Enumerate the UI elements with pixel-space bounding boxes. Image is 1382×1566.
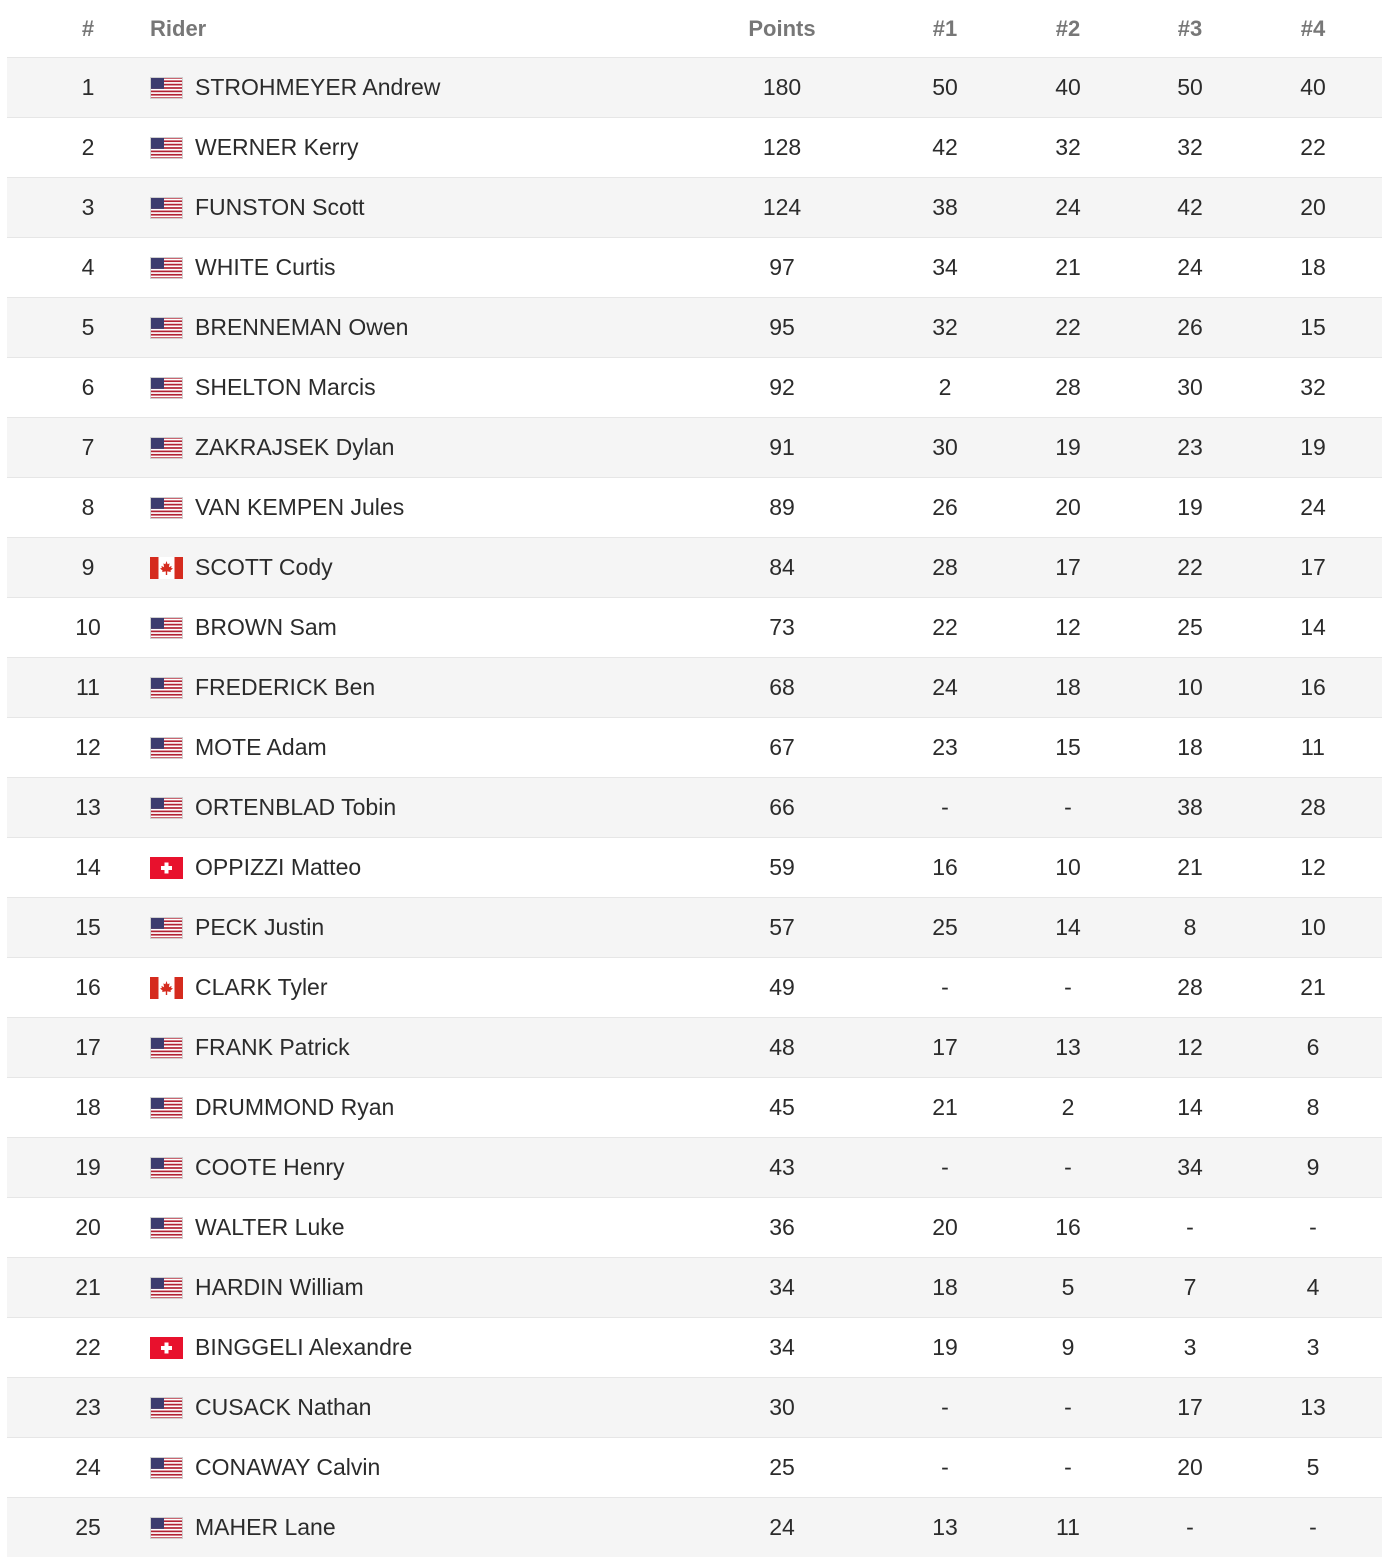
round-4-cell: 4 [1306, 1274, 1320, 1300]
round-2-cell: 15 [1055, 734, 1081, 760]
round-2-cell: 10 [1055, 854, 1081, 880]
round-2-cell: 40 [1055, 74, 1081, 100]
round-4-cell: 19 [1300, 434, 1326, 460]
table-row[interactable] [7, 177, 1382, 237]
rider-cell[interactable] [150, 358, 710, 417]
rider-name[interactable]: BROWN Sam [195, 614, 337, 640]
position-cell: 1 [81, 74, 95, 100]
points-cell: 48 [769, 1034, 795, 1060]
round-3-cell: 42 [1177, 194, 1203, 220]
points-cell: 57 [769, 914, 795, 940]
rider-cell[interactable] [150, 118, 710, 177]
table-row[interactable] [7, 477, 1382, 537]
round-3-cell: 10 [1177, 674, 1203, 700]
points-cell: 66 [769, 794, 795, 820]
rider-name[interactable]: VAN KEMPEN Jules [195, 494, 405, 520]
round-2-cell: 17 [1055, 554, 1081, 580]
usa-flag-icon [150, 617, 183, 639]
points-cell: 84 [769, 554, 795, 580]
position-cell: 16 [75, 974, 101, 1000]
position-cell: 4 [81, 254, 95, 280]
round-4-cell: 6 [1306, 1034, 1320, 1060]
usa-flag-icon [150, 1157, 183, 1179]
position-cell: 25 [75, 1514, 101, 1540]
round-1-cell: 21 [932, 1094, 958, 1120]
header-round-3[interactable]: #3 [1177, 15, 1203, 41]
round-4-cell: 3 [1306, 1334, 1320, 1360]
round-1-cell: 17 [932, 1034, 958, 1060]
table-row[interactable] [7, 1257, 1382, 1317]
round-4-cell: 16 [1300, 674, 1326, 700]
rider-cell[interactable] [150, 778, 710, 837]
round-3-cell: 3 [1183, 1334, 1197, 1360]
round-1-cell: 19 [932, 1334, 958, 1360]
rider-cell[interactable] [150, 1438, 710, 1497]
round-3-cell: 26 [1177, 314, 1203, 340]
table-row[interactable] [7, 777, 1382, 837]
table-header [7, 0, 1382, 57]
round-4-cell: 24 [1300, 494, 1326, 520]
round-2-cell: - [1064, 1454, 1072, 1480]
round-4-cell: 5 [1306, 1454, 1320, 1480]
usa-flag-icon [150, 1397, 183, 1419]
rider-cell[interactable] [150, 1378, 710, 1437]
round-1-cell: 13 [932, 1514, 958, 1540]
position-cell: 17 [75, 1034, 101, 1060]
round-4-cell: 40 [1300, 74, 1326, 100]
rider-name[interactable]: MAHER Lane [195, 1514, 336, 1540]
round-4-cell: 18 [1300, 254, 1326, 280]
round-2-cell: - [1064, 1394, 1072, 1420]
usa-flag-icon [150, 1097, 183, 1119]
table-row[interactable] [7, 597, 1382, 657]
rider-name[interactable]: WHITE Curtis [195, 254, 336, 280]
round-1-cell: - [941, 1394, 949, 1420]
round-3-cell: 22 [1177, 554, 1203, 580]
points-cell: 92 [769, 374, 795, 400]
round-2-cell: 5 [1061, 1274, 1075, 1300]
points-cell: 30 [769, 1394, 795, 1420]
rider-name[interactable]: SHELTON Marcis [195, 374, 376, 400]
position-cell: 8 [81, 494, 95, 520]
points-cell: 97 [769, 254, 795, 280]
round-2-cell: 2 [1061, 1094, 1075, 1120]
rider-name[interactable]: CONAWAY Calvin [195, 1454, 381, 1480]
round-1-cell: 34 [932, 254, 958, 280]
rider-cell[interactable] [150, 718, 710, 777]
rider-cell[interactable] [150, 598, 710, 657]
rider-cell[interactable] [150, 1258, 710, 1317]
rider-cell[interactable] [150, 418, 710, 477]
round-4-cell: 28 [1300, 794, 1326, 820]
round-2-cell: 20 [1055, 494, 1081, 520]
table-row[interactable] [7, 57, 1382, 117]
table-row[interactable] [7, 1437, 1382, 1497]
rider-cell[interactable] [150, 1498, 710, 1557]
rider-name[interactable]: FREDERICK Ben [195, 674, 376, 700]
standings-table [7, 0, 1382, 1557]
round-2-cell: 14 [1055, 914, 1081, 940]
rider-name[interactable]: ZAKRAJSEK Dylan [195, 434, 395, 460]
rider-name[interactable]: FRANK Patrick [195, 1034, 350, 1060]
position-cell: 6 [81, 374, 95, 400]
usa-flag-icon [150, 917, 183, 939]
table-row[interactable] [7, 897, 1382, 957]
round-4-cell: 13 [1300, 1394, 1326, 1420]
header-position[interactable]: # [81, 15, 95, 41]
round-2-cell: 13 [1055, 1034, 1081, 1060]
rider-cell[interactable] [150, 958, 710, 1017]
table-row[interactable] [7, 417, 1382, 477]
rider-name[interactable]: ORTENBLAD Tobin [195, 794, 397, 820]
round-1-cell: - [941, 1154, 949, 1180]
position-cell: 10 [75, 614, 101, 640]
table-row[interactable] [7, 237, 1382, 297]
round-3-cell: 20 [1177, 1454, 1203, 1480]
round-2-cell: - [1064, 1154, 1072, 1180]
points-cell: 36 [769, 1214, 795, 1240]
position-cell: 12 [75, 734, 101, 760]
round-3-cell: 21 [1177, 854, 1203, 880]
round-4-cell: 22 [1300, 134, 1326, 160]
position-cell: 24 [75, 1454, 101, 1480]
table-row[interactable] [7, 1317, 1382, 1377]
points-cell: 124 [762, 194, 802, 220]
table-row[interactable] [7, 1497, 1382, 1557]
round-1-cell: 38 [932, 194, 958, 220]
points-cell: 45 [769, 1094, 795, 1120]
usa-flag-icon [150, 377, 183, 399]
round-1-cell: - [941, 1454, 949, 1480]
position-cell: 21 [75, 1274, 101, 1300]
round-2-cell: 9 [1061, 1334, 1075, 1360]
points-cell: 25 [769, 1454, 795, 1480]
rider-cell[interactable] [150, 658, 710, 717]
points-cell: 34 [769, 1334, 795, 1360]
rider-name[interactable]: BINGGELI Alexandre [195, 1334, 413, 1360]
round-2-cell: 16 [1055, 1214, 1081, 1240]
table-row[interactable] [7, 297, 1382, 357]
round-1-cell: 16 [932, 854, 958, 880]
rider-cell[interactable] [150, 58, 710, 117]
round-4-cell: - [1309, 1214, 1317, 1240]
round-2-cell: - [1064, 974, 1072, 1000]
points-cell: 95 [769, 314, 795, 340]
round-2-cell: 22 [1055, 314, 1081, 340]
position-cell: 9 [81, 554, 95, 580]
round-4-cell: 32 [1300, 374, 1326, 400]
round-1-cell: 18 [932, 1274, 958, 1300]
points-cell: 24 [769, 1514, 795, 1540]
canada-flag-icon [150, 977, 183, 999]
usa-flag-icon [150, 677, 183, 699]
round-4-cell: 20 [1300, 194, 1326, 220]
rider-name[interactable]: HARDIN William [195, 1274, 364, 1300]
points-cell: 128 [762, 134, 802, 160]
table-row[interactable] [7, 1077, 1382, 1137]
rider-cell[interactable] [150, 1198, 710, 1257]
rider-name[interactable]: BRENNEMAN Owen [195, 314, 409, 340]
rider-name[interactable]: DRUMMOND Ryan [195, 1094, 395, 1120]
rider-name[interactable]: COOTE Henry [195, 1154, 345, 1180]
round-1-cell: 50 [932, 74, 958, 100]
table-row[interactable] [7, 717, 1382, 777]
rider-name[interactable]: CUSACK Nathan [195, 1394, 372, 1420]
table-row[interactable] [7, 1137, 1382, 1197]
round-3-cell: 38 [1177, 794, 1203, 820]
round-1-cell: - [941, 974, 949, 1000]
rider-name[interactable]: WERNER Kerry [195, 134, 359, 160]
usa-flag-icon [150, 737, 183, 759]
usa-flag-icon [150, 317, 183, 339]
round-4-cell: 15 [1300, 314, 1326, 340]
round-1-cell: 26 [932, 494, 958, 520]
points-cell: 89 [769, 494, 795, 520]
position-cell: 15 [75, 914, 101, 940]
usa-flag-icon [150, 497, 183, 519]
round-3-cell: 12 [1177, 1034, 1203, 1060]
table-row[interactable] [7, 537, 1382, 597]
usa-flag-icon [150, 1037, 183, 1059]
rider-name[interactable]: WALTER Luke [195, 1214, 345, 1240]
switzerland-flag-icon [150, 1337, 183, 1359]
rider-name[interactable]: FUNSTON Scott [195, 194, 365, 220]
round-2-cell: 28 [1055, 374, 1081, 400]
header-round-4[interactable]: #4 [1300, 15, 1326, 41]
round-3-cell: 28 [1177, 974, 1203, 1000]
points-cell: 49 [769, 974, 795, 1000]
table-row[interactable] [7, 837, 1382, 897]
table-row[interactable] [7, 1017, 1382, 1077]
position-cell: 5 [81, 314, 95, 340]
header-round-1[interactable]: #1 [932, 15, 958, 41]
position-cell: 14 [75, 854, 101, 880]
rider-cell[interactable] [150, 1018, 710, 1077]
round-2-cell: 11 [1056, 1514, 1080, 1540]
round-3-cell: 25 [1177, 614, 1203, 640]
rider-name[interactable]: CLARK Tyler [195, 974, 328, 1000]
rider-cell[interactable] [150, 1318, 710, 1377]
points-cell: 73 [769, 614, 795, 640]
round-4-cell: 21 [1300, 974, 1326, 1000]
round-3-cell: 14 [1177, 1094, 1203, 1120]
position-cell: 20 [75, 1214, 101, 1240]
usa-flag-icon [150, 77, 183, 99]
table-row[interactable] [7, 957, 1382, 1017]
usa-flag-icon [150, 797, 183, 819]
points-cell: 43 [769, 1154, 795, 1180]
rider-cell[interactable] [150, 298, 710, 357]
table-row[interactable] [7, 1197, 1382, 1257]
position-cell: 3 [81, 194, 95, 220]
round-2-cell: 12 [1055, 614, 1081, 640]
rider-cell[interactable] [150, 1138, 710, 1197]
round-2-cell: - [1064, 794, 1072, 820]
round-4-cell: 10 [1300, 914, 1326, 940]
round-3-cell: 18 [1177, 734, 1203, 760]
rider-name[interactable]: MOTE Adam [195, 734, 327, 760]
round-1-cell: 24 [932, 674, 958, 700]
round-4-cell: 8 [1306, 1094, 1320, 1120]
round-4-cell: 11 [1301, 734, 1325, 760]
rider-name[interactable]: OPPIZZI Matteo [195, 854, 362, 880]
usa-flag-icon [150, 257, 183, 279]
round-1-cell: 20 [932, 1214, 958, 1240]
points-cell: 67 [769, 734, 795, 760]
rider-cell[interactable] [150, 538, 710, 597]
position-cell: 2 [81, 134, 95, 160]
table-row[interactable] [7, 1377, 1382, 1437]
position-cell: 7 [81, 434, 95, 460]
round-2-cell: 24 [1055, 194, 1081, 220]
header-rider[interactable]: Rider [150, 15, 207, 41]
position-cell: 13 [75, 794, 101, 820]
round-1-cell: - [941, 794, 949, 820]
round-3-cell: 23 [1177, 434, 1203, 460]
round-1-cell: 23 [932, 734, 958, 760]
round-2-cell: 19 [1055, 434, 1081, 460]
usa-flag-icon [150, 1277, 183, 1299]
round-3-cell: 24 [1177, 254, 1203, 280]
round-1-cell: 28 [932, 554, 958, 580]
table-row[interactable] [7, 357, 1382, 417]
table-body [7, 57, 1382, 1557]
usa-flag-icon [150, 437, 183, 459]
rider-name[interactable]: PECK Justin [195, 914, 325, 940]
round-4-cell: 14 [1300, 614, 1326, 640]
header-round-2[interactable]: #2 [1055, 15, 1081, 41]
position-cell: 11 [76, 674, 100, 700]
usa-flag-icon [150, 1517, 183, 1539]
round-3-cell: 17 [1177, 1394, 1203, 1420]
usa-flag-icon [150, 137, 183, 159]
round-4-cell: 9 [1306, 1154, 1320, 1180]
points-cell: 34 [769, 1274, 795, 1300]
usa-flag-icon [150, 1457, 183, 1479]
round-2-cell: 18 [1055, 674, 1081, 700]
round-3-cell: 34 [1177, 1154, 1203, 1180]
rider-name[interactable]: SCOTT Cody [195, 554, 333, 580]
header-points[interactable]: Points [748, 15, 816, 41]
round-3-cell: - [1186, 1214, 1194, 1240]
switzerland-flag-icon [150, 857, 183, 879]
table-row[interactable] [7, 657, 1382, 717]
round-1-cell: 25 [932, 914, 958, 940]
round-1-cell: 42 [932, 134, 958, 160]
rider-cell[interactable] [150, 838, 710, 897]
points-cell: 180 [762, 74, 802, 100]
round-3-cell: 50 [1177, 74, 1203, 100]
round-1-cell: 30 [932, 434, 958, 460]
round-4-cell: - [1309, 1514, 1317, 1540]
round-3-cell: 7 [1183, 1274, 1197, 1300]
round-3-cell: - [1186, 1514, 1194, 1540]
table-row[interactable] [7, 117, 1382, 177]
position-cell: 23 [75, 1394, 101, 1420]
round-3-cell: 32 [1177, 134, 1203, 160]
rider-name[interactable]: STROHMEYER Andrew [195, 74, 441, 100]
canada-flag-icon [150, 557, 183, 579]
round-1-cell: 22 [932, 614, 958, 640]
round-3-cell: 8 [1183, 914, 1197, 940]
points-cell: 59 [769, 854, 795, 880]
position-cell: 22 [75, 1334, 101, 1360]
round-2-cell: 32 [1055, 134, 1081, 160]
rider-cell[interactable] [150, 478, 710, 537]
rider-cell[interactable] [150, 1078, 710, 1137]
round-4-cell: 12 [1300, 854, 1326, 880]
round-2-cell: 21 [1055, 254, 1081, 280]
round-4-cell: 17 [1300, 554, 1326, 580]
points-cell: 91 [769, 434, 795, 460]
round-1-cell: 32 [932, 314, 958, 340]
usa-flag-icon [150, 1217, 183, 1239]
rider-cell[interactable] [150, 178, 710, 237]
round-3-cell: 19 [1177, 494, 1203, 520]
rider-cell[interactable] [150, 898, 710, 957]
position-cell: 19 [75, 1154, 101, 1180]
usa-flag-icon [150, 197, 183, 219]
points-cell: 68 [769, 674, 795, 700]
position-cell: 18 [75, 1094, 101, 1120]
round-3-cell: 30 [1177, 374, 1203, 400]
round-1-cell: 2 [938, 374, 952, 400]
rider-cell[interactable] [150, 238, 710, 297]
